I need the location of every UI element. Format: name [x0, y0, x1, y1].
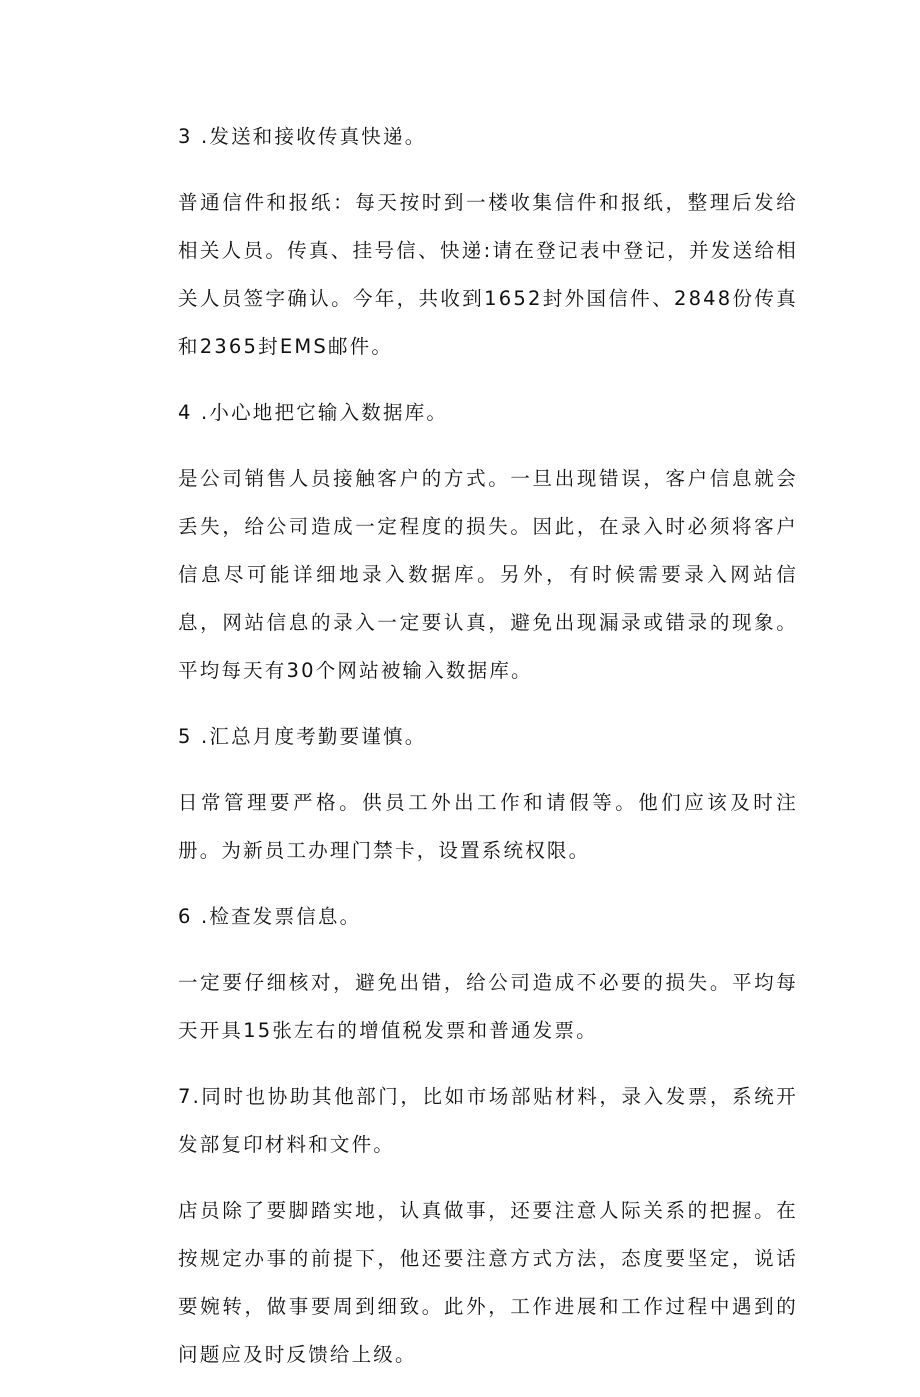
section-heading-5: 5 .汇总月度考勤要谨慎。 — [178, 725, 427, 748]
paragraph-database-entry: 是公司销售人员接触客户的方式。一旦出现错误，客户信息就会丢失，给公司造成一定程度的损失。因此，在录入时必须将客户信息尽可能详细地录入数据库。另外，有时候需要录入网站信息，网站信息的录入一定要认真，避免出现漏录或错录的现象。平均每天有30个网站被输入数据库。 — [178, 467, 798, 682]
section-heading-3: 3 .发送和接收传真快递。 — [178, 125, 427, 148]
paragraph-invoice-check: 一定要仔细核对，避免出错，给公司造成不必要的损失。平均每天开具15张左右的增值税发票和普通发票。 — [178, 971, 798, 1042]
paragraph-attendance: 日常管理要严格。供员工外出工作和请假等。他们应该及时注册。为新员工办理门禁卡，设置系统权限。 — [178, 791, 798, 862]
section-heading-6: 6 .检查发票信息。 — [178, 905, 362, 928]
paragraph-mail-handling: 普通信件和报纸：每天按时到一楼收集信件和报纸，整理后发给相关人员。传真、挂号信、快递:请在登记表中登记，并发送给相关人员签字确认。今年，共收到1652封外国信件、2848份传真和2365封EMS邮件。 — [178, 191, 798, 358]
paragraph-clerk-conduct: 店员除了要脚踏实地，认真做事，还要注意人际关系的把握。在按规定办事的前提下，他还要注意方式方法，态度要坚定，说话要婉转，做事要周到细致。此外，工作进展和工作过程中遇到的问题应及时反馈给上级。 — [178, 1199, 798, 1366]
paragraph-assist-departments: 7.同时也协助其他部门，比如市场部贴材料，录入发票，系统开发部复印材料和文件。 — [178, 1085, 798, 1156]
section-heading-4: 4 .小心地把它输入数据库。 — [178, 401, 449, 424]
document-body — [178, 113, 798, 1397]
